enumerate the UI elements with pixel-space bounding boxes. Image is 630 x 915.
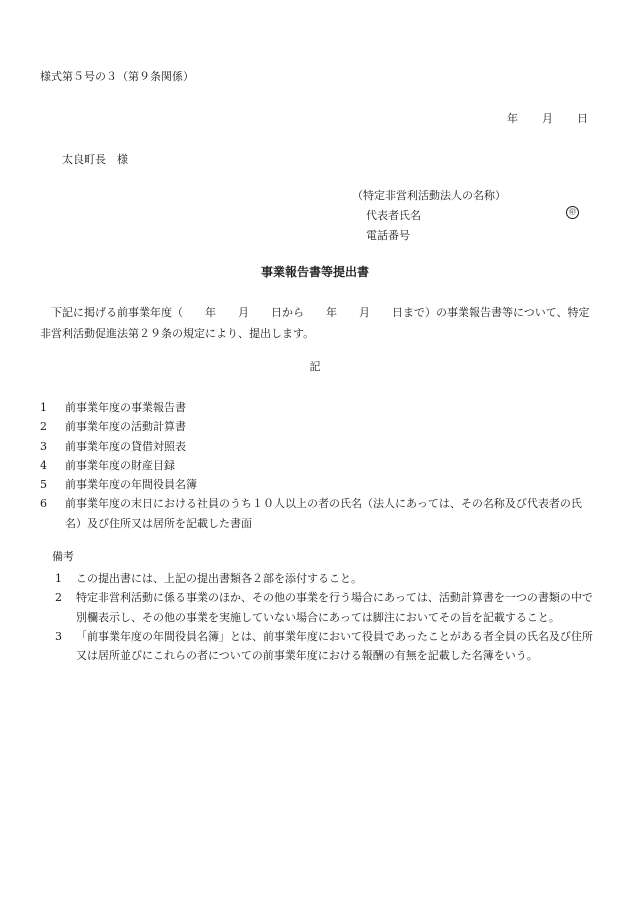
remark-number: 1 <box>55 572 62 585</box>
phone-number-label: 電話番号 <box>366 229 410 242</box>
item-number: 4 <box>40 458 47 472</box>
item-text: 前事業年度の貸借対照表 <box>65 439 186 453</box>
remark-number: 2 <box>55 591 62 605</box>
remark-text: この提出書には、上記の提出書類各２部を添付すること。 <box>76 572 362 585</box>
ki-heading: 記 <box>309 360 321 373</box>
form-number: 様式第５号の３（第９条関係） <box>40 70 194 83</box>
list-item <box>52 569 596 588</box>
document-title: 事業報告書等提出書 <box>260 265 369 279</box>
remark-number: 3 <box>55 629 62 643</box>
remarks-heading: 備考 <box>52 550 74 563</box>
item-text: 前事業年度の活動計算書 <box>65 420 186 434</box>
list-item <box>40 494 596 533</box>
seal-label: ㊞ <box>569 208 576 216</box>
item-text: 前事業年度の末日における社員のうち１０人以上の者の氏名（法人にあっては、その名称及び代表者の氏名）及び住所又は居所を記載した書面 <box>65 497 582 530</box>
remark-text: 「前事業年度の年間役員名簿」とは、前事業年度において役員であったことがある者全員の氏名及び住所又は居所並びにこれらの者についての前事業年度における報酬の有無を記載した名簿をいう。 <box>76 629 593 663</box>
item-number: 6 <box>40 497 47 511</box>
list-item <box>40 417 596 436</box>
list-item <box>52 588 596 627</box>
item-number: 2 <box>40 420 47 434</box>
seal-mark <box>566 206 579 219</box>
representative-name-label: 代表者氏名 <box>366 209 421 222</box>
date-month-label: 月 <box>542 112 553 125</box>
item-text: 前事業年度の事業報告書 <box>65 401 186 414</box>
applicant-block <box>352 189 506 249</box>
item-number: 1 <box>40 401 47 414</box>
list-item <box>40 456 596 475</box>
remark-text: 特定非営利活動に係る事業のほか、その他の事業を行う場合にあっては、活動計算書を一つの書類の中で別欄表示し、その他の事業を実施していない場合にあっては脚注においてその旨を記載すること。 <box>76 591 593 624</box>
list-item <box>40 437 596 456</box>
item-text: 前事業年度の財産目録 <box>65 458 175 472</box>
list-item <box>52 627 596 666</box>
addressee: 太良町長 様 <box>62 153 128 166</box>
item-number: 5 <box>40 478 47 492</box>
applicant-org-label: （特定非営利活動法人の名称） <box>352 189 506 202</box>
list-item <box>40 398 596 417</box>
remarks-list <box>52 569 596 665</box>
list-item <box>40 475 596 494</box>
date-line <box>507 112 588 125</box>
submission-items-list <box>40 398 596 533</box>
date-day-label: 日 <box>577 112 588 125</box>
date-year-label: 年 <box>507 112 518 125</box>
intro-paragraph: 下記に掲げる前事業年度（ 年 月 日から 年 月 日まで）の事業報告書等について、特定非営利活動促進法第２９条の規定により、提出します。 <box>40 306 590 340</box>
item-number: 3 <box>40 439 47 453</box>
item-text: 前事業年度の年間役員名簿 <box>65 478 197 492</box>
